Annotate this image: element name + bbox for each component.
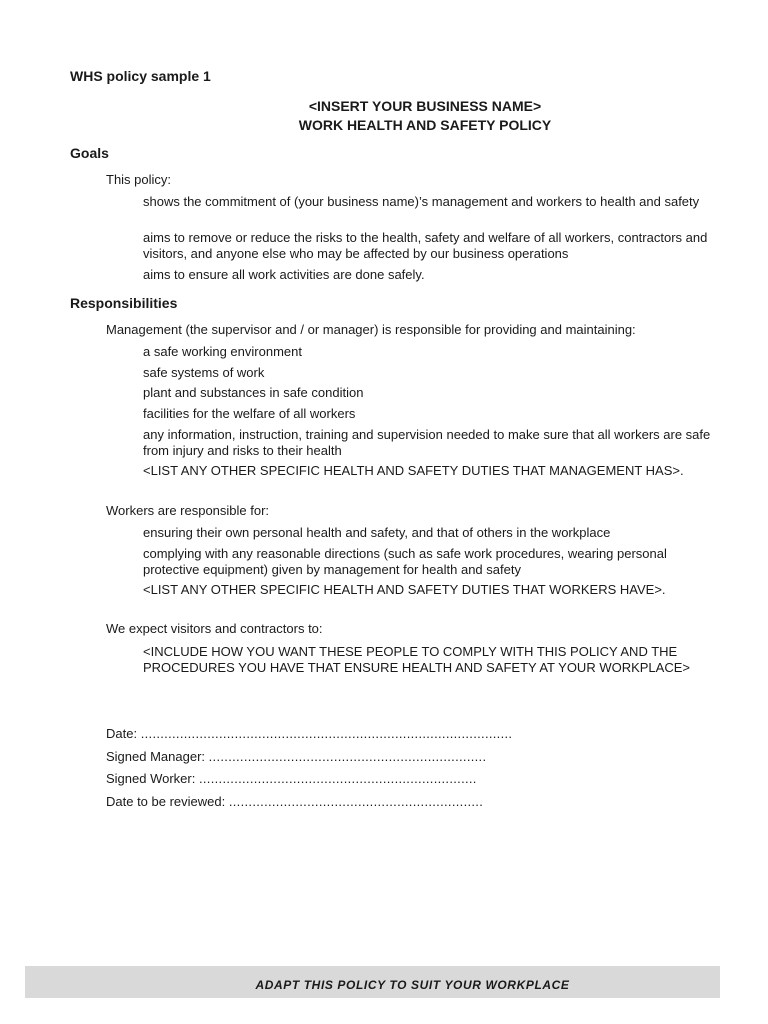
goals-item: shows the commitment of (your business name)’s management and workers to health and safety [143, 194, 700, 209]
signed-manager-label: Signed Manager: [106, 749, 206, 764]
date-line[interactable]: ............................................................................................... [140, 726, 513, 741]
workers-item: <LIST ANY OTHER SPECIFIC HEALTH AND SAFETY DUTIES THAT WORKERS HAVE>. [143, 582, 666, 597]
review-date-label: Date to be reviewed: [106, 794, 226, 809]
management-item: <LIST ANY OTHER SPECIFIC HEALTH AND SAFETY DUTIES THAT MANAGEMENT HAS>. [143, 463, 684, 478]
management-item: facilities for the welfare of all workers [143, 406, 356, 421]
management-item: a safe working environment [143, 344, 302, 359]
review-date-line[interactable]: ................................................................. [228, 794, 484, 809]
signed-manager-line[interactable]: ....................................................................... [208, 749, 487, 764]
goals-heading: Goals [70, 145, 109, 161]
goals-item: aims to remove or reduce the risks to the health, safety and welfare of all workers, contractors and visitors, and anyone else who may be affected by our business operations [143, 230, 708, 261]
business-name: <INSERT YOUR BUSINESS NAME> [308, 98, 542, 114]
management-item: any information, instruction, training and supervision needed to make sure that all workers are safe from injury and risks to their health [143, 427, 711, 458]
signed-manager-field[interactable] [106, 749, 486, 764]
policy-title: WORK HEALTH AND SAFETY POLICY [298, 117, 552, 133]
management-intro: Management (the supervisor and / or manager) is responsible for providing and maintaining: [106, 322, 636, 337]
footer-text: ADAPT THIS POLICY TO SUIT YOUR WORKPLACE [255, 978, 570, 992]
signed-worker-field[interactable] [106, 771, 477, 786]
date-label: Date: [106, 726, 138, 741]
workers-item: ensuring their own personal health and safety, and that of others in the workplace [143, 525, 611, 540]
workers-item: complying with any reasonable directions (such as safe work procedures, wearing personal protective equipment) given by management for health and safety [143, 546, 667, 577]
signed-worker-line[interactable]: ....................................................................... [198, 771, 477, 786]
goals-item: aims to ensure all work activities are done safely. [143, 267, 425, 282]
signed-worker-label: Signed Worker: [106, 771, 196, 786]
visitors-intro: We expect visitors and contractors to: [106, 621, 323, 636]
visitors-item: <INCLUDE HOW YOU WANT THESE PEOPLE TO COMPLY WITH THIS POLICY AND THE PROCEDURES YOU HAVE THAT ENSURE HEALTH AND SAFETY AT YOUR WORKPLACE> [143, 644, 690, 675]
date-field[interactable] [106, 726, 512, 741]
management-item: safe systems of work [143, 365, 265, 380]
management-item: plant and substances in safe condition [143, 385, 364, 400]
goals-intro: This policy: [106, 172, 172, 187]
responsibilities-heading: Responsibilities [70, 295, 178, 311]
sample-title: WHS policy sample 1 [70, 68, 211, 84]
footer-banner [25, 966, 720, 998]
review-date-field[interactable] [106, 794, 483, 809]
workers-intro: Workers are responsible for: [106, 503, 270, 518]
